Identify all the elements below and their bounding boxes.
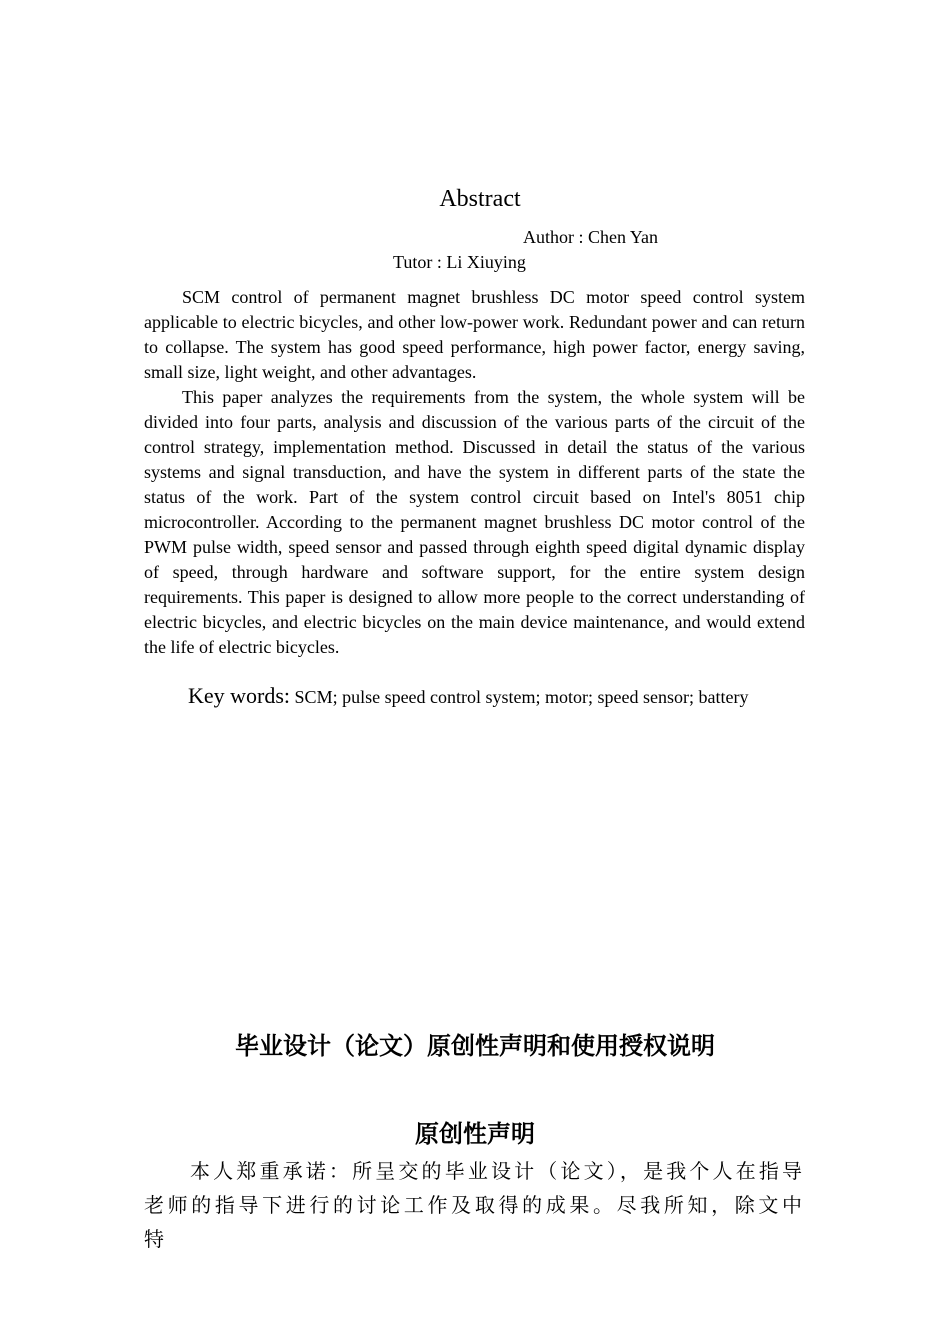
declaration-body: [144, 1154, 805, 1256]
declaration-paragraph: 本人郑重承诺：所呈交的毕业设计（论文），是我个人在指导老师的指导下进行的讨论工作及取得的成果。尽我所知，除文中特: [144, 1159, 805, 1251]
abstract-paragraph-1: SCM control of permanent magnet brushless DC motor speed control system applicable to electric bicycles, and other low-power work. Redundant power and can return to collapse. The system has good speed performance, high power factor, energy saving, small size, light weight, and other advantages.: [144, 287, 805, 382]
originality-subtitle: 原创性声明: [415, 1120, 535, 1148]
keywords: [188, 682, 748, 713]
keywords-label: Key words:: [188, 683, 291, 708]
abstract-paragraph-2: This paper analyzes the requirements from the system, the whole system will be divided into four parts, analysis and discussion of the various parts of the circuit of the control strategy, implementation method. Discussed in detail the status of the various systems and signal transduction, and have the system in different parts of the state the status of the work. Part of the system control circuit based on Intel's 8051 chip microcontroller. According to the permanent magnet brushless DC motor control of the PWM pulse width, speed sensor and passed through eighth speed digital dynamic display of speed, through hardware and software support, for the entire system design requirements. This paper is designed to allow more people to the correct understanding of electric bicycles, and electric bicycles on the main device maintenance, and would extend the life of electric bicycles.: [144, 387, 805, 657]
abstract-title: Abstract: [439, 186, 521, 212]
tutor-line: Tutor : Li Xiuying: [393, 252, 526, 272]
keywords-text: SCM; pulse speed control system; motor; speed sensor; battery: [290, 687, 749, 707]
declaration-title: 毕业设计（论文）原创性声明和使用授权说明: [235, 1032, 715, 1060]
author-line: Author : Chen Yan: [523, 227, 659, 247]
abstract-body: [144, 285, 805, 660]
